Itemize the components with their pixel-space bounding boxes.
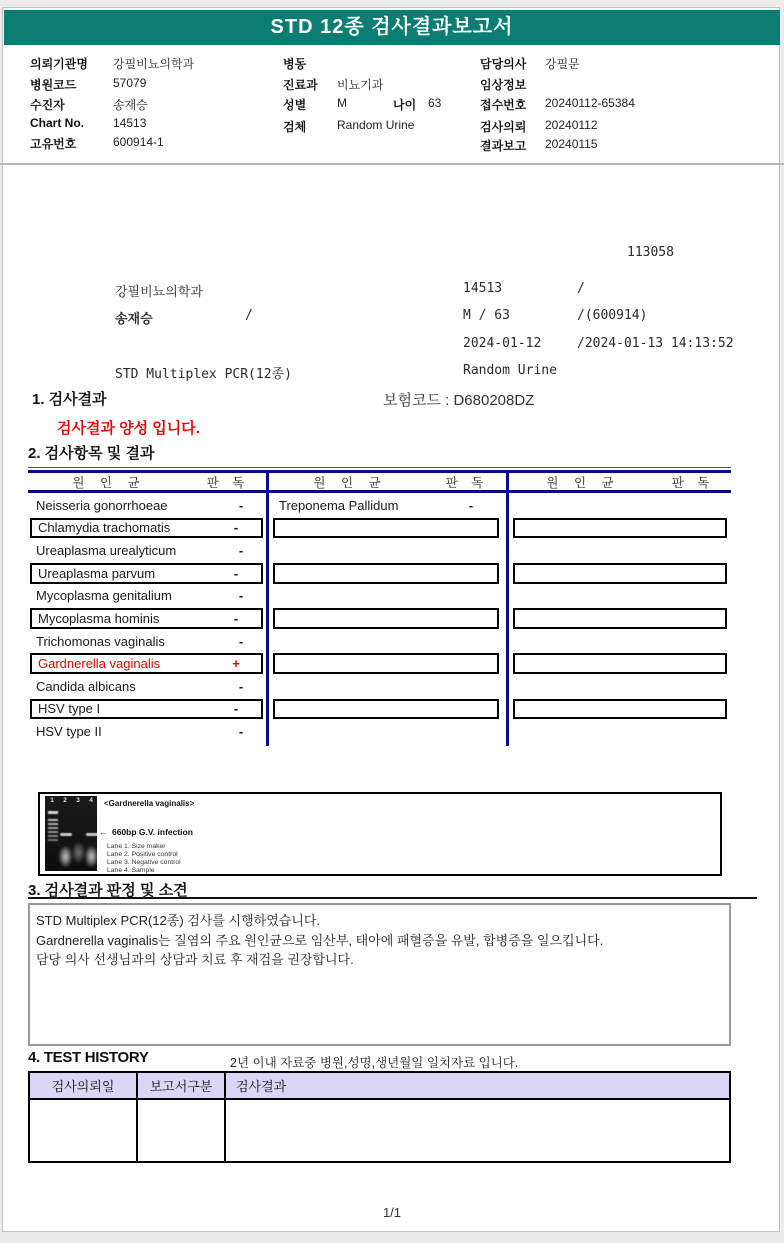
empty-result-box	[513, 653, 727, 674]
meta-chart-no: 14513	[463, 281, 503, 296]
field-value-requesting-org: 강필비뇨의학과	[113, 57, 195, 71]
report-title-bar	[4, 10, 780, 45]
empty-result-row	[271, 539, 502, 562]
pathogen-result: -	[233, 520, 239, 536]
result-header-group-3	[511, 473, 731, 490]
gel-ladder-band	[48, 835, 58, 837]
result-row-positive	[30, 653, 263, 674]
opinion-line: STD Multiplex PCR(12종) 검사를 시행하였습니다.	[36, 913, 321, 928]
gel-legend-line: Lane 2. Positive control	[107, 851, 178, 858]
field-label-clinical-info: 임상정보	[480, 78, 527, 92]
field-value-request-date: 20240112	[545, 118, 598, 132]
section4-heading: 4. TEST HISTORY	[28, 1049, 149, 1066]
field-value-chart-no: 14513	[113, 116, 147, 130]
gel-title: <Gardnerella vaginalis>	[104, 799, 195, 808]
page-number: 1/1	[382, 1205, 402, 1220]
history-cell-empty	[226, 1100, 729, 1161]
empty-result-box	[273, 608, 499, 629]
field-value-patient: 송재승	[113, 98, 148, 112]
header-divider	[0, 163, 784, 165]
meta-test-name: STD Multiplex PCR(12종)	[115, 367, 292, 382]
field-label-chart-no: Chart No.	[30, 116, 84, 130]
gel-legend-line: Lane 3. Negative control	[107, 859, 181, 866]
gel-legend-line: Lane 1. Size maker	[107, 843, 166, 850]
field-label-hospital-code: 병원코드	[30, 78, 77, 92]
gel-smear	[59, 846, 72, 867]
pathogen-name: Chlamydia trachomatis	[38, 520, 171, 536]
field-label-doctor: 담당의사	[480, 57, 527, 71]
positive-result-message: 검사결과 양성 입니다.	[57, 420, 200, 437]
field-label-ward: 병동	[283, 57, 307, 71]
gel-sample-band	[86, 833, 97, 836]
history-col-report-type: 보고서구분	[138, 1073, 226, 1098]
meta-patient-name: 송재승	[115, 312, 153, 327]
pathogen-result: -	[238, 678, 244, 694]
field-value-report-date: 20240115	[545, 137, 598, 151]
result-table-divider-2	[506, 470, 509, 746]
test-history-body	[30, 1100, 729, 1161]
form-number: 113058	[627, 245, 674, 260]
pathogen-name: Mycoplasma hominis	[38, 610, 160, 626]
empty-result-row	[511, 630, 730, 653]
field-label-requesting-org: 의뢰기관명	[30, 57, 88, 71]
pathogen-result: -	[238, 724, 244, 740]
empty-result-row	[511, 675, 730, 698]
result-row	[28, 630, 266, 653]
pathogen-result: -	[233, 701, 239, 717]
history-col-result: 검사결과	[236, 1079, 287, 1094]
opinion-line: 담당 의사 선생님과의 상담과 치료 후 재검을 권장합니다.	[36, 952, 354, 967]
col-header-reading: 판 독	[206, 475, 250, 490]
result-row	[28, 675, 266, 698]
field-value-age: 63	[428, 96, 442, 110]
empty-result-row	[271, 675, 502, 698]
empty-result-box	[273, 518, 499, 539]
test-history-header	[30, 1073, 729, 1100]
meta-birth-code: /(600914)	[577, 308, 648, 323]
empty-result-row	[511, 539, 730, 562]
result-row	[30, 518, 263, 539]
field-label-sex: 성별	[283, 98, 307, 112]
section1-heading: 1. 검사결과	[32, 391, 107, 408]
pathogen-name: HSV type I	[38, 701, 101, 717]
history-note: 2년 이내 자료중 병원,성명,생년월일 일치자료 입니다.	[230, 1056, 519, 1070]
col-header-reading: 판 독	[671, 475, 715, 490]
field-value-receipt-no: 20240112-65384	[545, 96, 635, 110]
empty-result-row	[511, 585, 730, 608]
empty-result-box	[273, 699, 499, 720]
gel-ladder-band	[48, 831, 58, 833]
pathogen-name: Mycoplasma genitalium	[36, 588, 172, 604]
left-arrow-icon: ←	[99, 827, 108, 837]
gel-ladder-band	[48, 827, 58, 829]
field-value-department: 비뇨기과	[337, 78, 384, 92]
field-value-doctor: 강필문	[545, 57, 580, 71]
empty-result-box	[273, 653, 499, 674]
pathogen-name: Ureaplasma parvum	[38, 565, 156, 581]
result-row	[28, 494, 266, 517]
pathogen-name: Gardnerella vaginalis	[38, 656, 161, 672]
empty-result-box	[513, 699, 727, 720]
pathogen-name: Neisseria gonorrhoeae	[36, 497, 168, 513]
empty-result-row	[271, 720, 502, 743]
gel-ladder-band	[48, 811, 58, 814]
test-history-table	[28, 1071, 731, 1163]
pathogen-result: -	[238, 588, 244, 604]
col-header-pathogen: 원 인 균	[72, 475, 146, 490]
field-value-hospital-code: 57079	[113, 76, 147, 90]
section2-heading: 2. 검사항목 및 결과	[28, 445, 155, 462]
gel-band-label: 660bp G.V. infection	[112, 827, 193, 837]
result-header-group-1	[28, 473, 266, 490]
gel-lane-number: 4	[89, 797, 93, 804]
field-label-specimen: 검체	[283, 120, 307, 134]
result-row	[28, 585, 266, 608]
result-table-top-rule	[28, 467, 731, 468]
field-label-age: 나이	[393, 98, 417, 112]
gel-lane-number: 1	[50, 797, 54, 804]
pathogen-result: -	[468, 497, 474, 513]
pathogen-result: -	[238, 543, 244, 559]
pathogen-name: Ureaplasma urealyticum	[36, 543, 177, 559]
pathogen-result: -	[233, 565, 239, 581]
pathogen-name: Treponema Pallidum	[279, 497, 399, 513]
result-column-1	[28, 494, 266, 743]
pathogen-result: -	[238, 497, 244, 513]
gel-legend-line: Lane 4. Sample	[107, 867, 155, 874]
col-header-reading: 판 독	[445, 475, 489, 490]
result-row	[30, 563, 263, 584]
field-value-unique-no: 600914-1	[113, 135, 164, 149]
meta-report-datetime: /2024-01-13 14:13:52	[577, 336, 734, 351]
field-label-receipt-no: 접수번호	[480, 98, 527, 112]
empty-result-row	[511, 494, 730, 517]
meta-clinic-name: 강필비뇨의학과	[115, 285, 203, 300]
section3-heading: 3. 검사결과 판정 및 소견	[28, 882, 188, 899]
gel-positive-band	[60, 833, 72, 836]
gel-image	[45, 796, 97, 871]
gel-ladder-band	[48, 839, 58, 841]
field-value-specimen: Random Urine	[337, 118, 415, 132]
result-row	[28, 539, 266, 562]
gel-smear	[72, 842, 85, 863]
history-cell-empty	[138, 1100, 226, 1161]
gel-lane-number: 3	[76, 797, 80, 804]
history-col-request-date: 검사의뢰일	[30, 1073, 138, 1098]
pathogen-name: Trichomonas vaginalis	[36, 633, 165, 649]
report-title: STD 12종 검사결과보고서	[270, 16, 514, 38]
meta-sex-age: M / 63	[463, 308, 510, 323]
opinion-line: Gardnerella vaginalis는 질염의 주요 원인균으로 임산부, 태아에 패혈증을 유발, 합병증을 일으킵니다.	[36, 932, 604, 948]
meta-patient-slash: /	[245, 308, 253, 323]
meta-request-date: 2024-01-12	[463, 336, 542, 351]
field-label-request-date: 검사의뢰	[480, 120, 527, 134]
insurance-code: 보험코드 : D680208DZ	[383, 392, 535, 409]
opinion-text	[36, 911, 724, 970]
result-table-divider-1	[266, 470, 269, 746]
result-row	[271, 494, 502, 517]
col-header-pathogen: 원 인 균	[546, 475, 620, 490]
pathogen-result: -	[233, 610, 239, 626]
result-row	[30, 608, 263, 629]
field-label-department: 진료과	[283, 78, 318, 92]
empty-result-box	[513, 563, 727, 584]
gel-ladder-band	[48, 819, 58, 821]
history-cell-empty	[30, 1100, 138, 1161]
field-label-patient: 수진자	[30, 98, 65, 112]
empty-result-row	[511, 720, 730, 743]
meta-chart-slash: /	[577, 281, 585, 296]
field-value-sex: M	[337, 96, 347, 110]
result-column-2	[271, 494, 502, 743]
field-label-report-date: 결과보고	[480, 139, 527, 153]
empty-result-row	[271, 630, 502, 653]
empty-result-box	[273, 563, 499, 584]
meta-specimen: Random Urine	[463, 363, 557, 378]
section3-underline	[28, 897, 757, 899]
gel-ladder-band	[48, 823, 58, 825]
empty-result-box	[513, 608, 727, 629]
gel-lane-number: 2	[63, 797, 67, 804]
result-header-group-2	[271, 473, 505, 490]
result-row	[28, 720, 266, 743]
gel-smear	[85, 846, 97, 867]
pathogen-name: Candida albicans	[36, 678, 136, 694]
result-row	[30, 699, 263, 720]
pathogen-result: -	[238, 633, 244, 649]
empty-result-box	[513, 518, 727, 539]
pathogen-name: HSV type II	[36, 724, 102, 740]
field-label-unique-no: 고유번호	[30, 137, 77, 151]
pathogen-result: +	[232, 656, 240, 672]
result-column-3	[511, 494, 730, 743]
col-header-pathogen: 원 인 균	[313, 475, 387, 490]
empty-result-row	[271, 585, 502, 608]
